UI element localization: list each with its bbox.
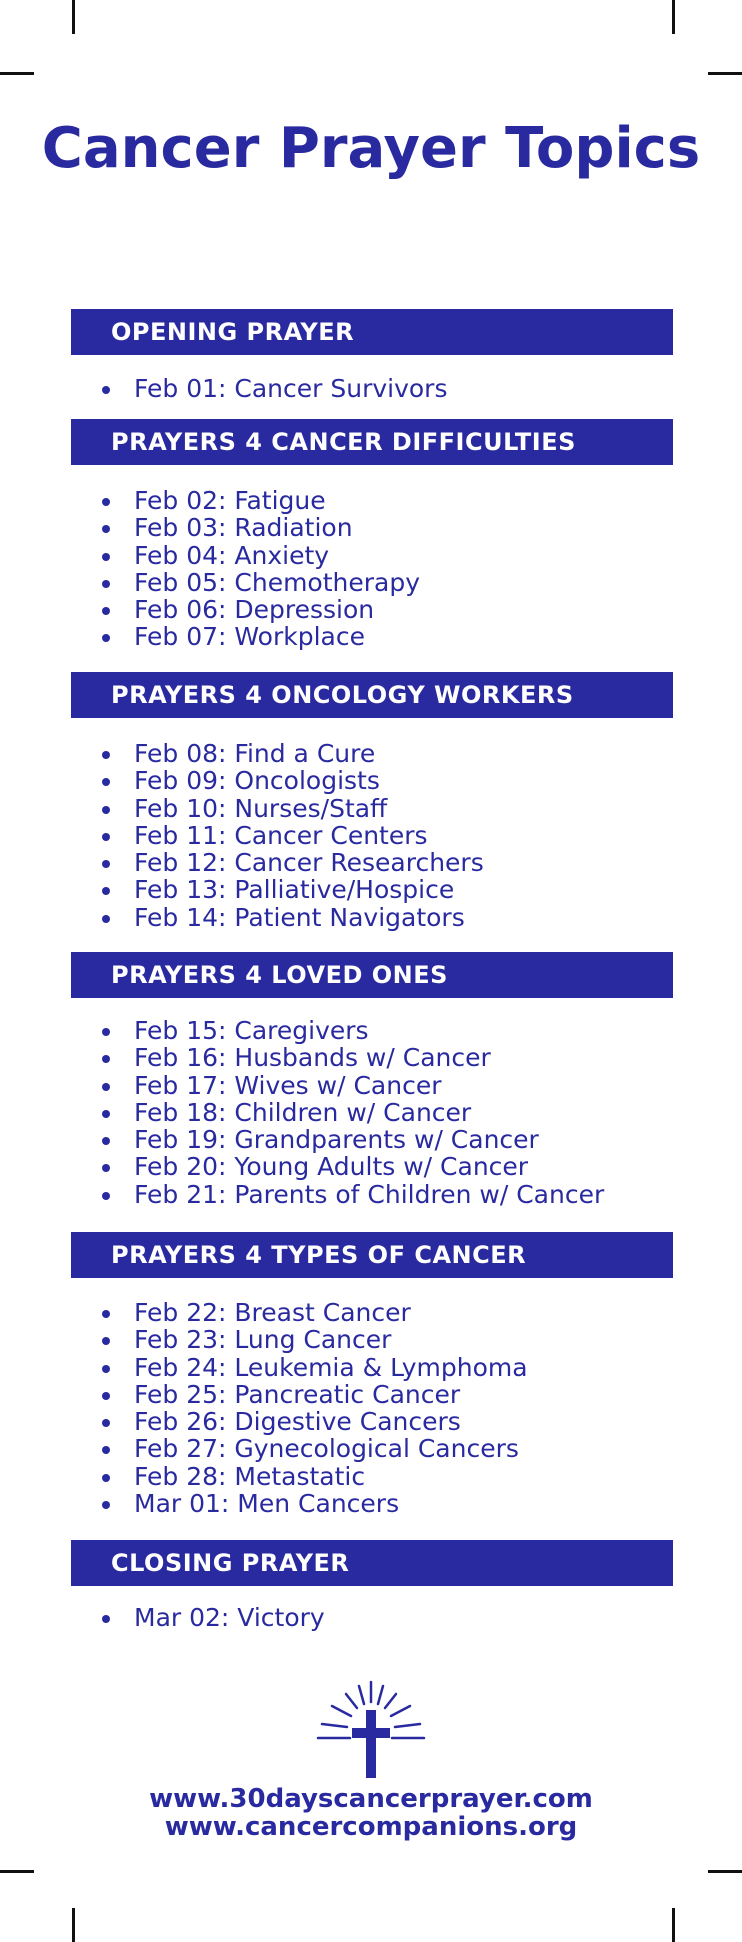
list-item: Feb 01: Cancer Survivors (100, 375, 448, 402)
section-header-oncology-workers: PRAYERS 4 ONCOLOGY WORKERS (71, 672, 673, 718)
list-item: Feb 07: Workplace (100, 623, 420, 650)
crop-mark (0, 72, 34, 75)
page-title (0, 118, 742, 180)
list-item: Feb 13: Palliative/Hospice (100, 876, 484, 903)
list-item: Feb 27: Gynecological Cancers (100, 1435, 528, 1462)
list-item: Feb 17: Wives w/ Cancer (100, 1072, 604, 1099)
list-item: Feb 14: Patient Navigators (100, 904, 484, 931)
website-url-secondary: www.cancercompanions.org (164, 1812, 578, 1842)
list-item: Feb 26: Digestive Cancers (100, 1408, 528, 1435)
list-item: Feb 16: Husbands w/ Cancer (100, 1044, 604, 1071)
list-item: Feb 03: Radiation (100, 514, 420, 541)
list-item: Feb 04: Anxiety (100, 542, 420, 569)
crop-mark (672, 0, 675, 34)
crop-mark (708, 1870, 742, 1873)
list-item: Feb 15: Caregivers (100, 1017, 604, 1044)
section-header-opening-prayer: OPENING PRAYER (71, 309, 673, 355)
list-item: Feb 06: Depression (100, 596, 420, 623)
website-url-primary: www.30dayscancerprayer.com (149, 1784, 593, 1814)
section-header-closing-prayer: CLOSING PRAYER (71, 1540, 673, 1586)
section-list-types-of-cancer (100, 1299, 528, 1517)
cross-with-rays-icon (312, 1680, 430, 1780)
crop-mark (708, 72, 742, 75)
section-list-loved-ones (100, 1017, 604, 1208)
section-list-opening-prayer (100, 375, 448, 402)
section-list-closing-prayer (100, 1604, 325, 1631)
list-item: Feb 08: Find a Cure (100, 740, 484, 767)
list-item: Feb 12: Cancer Researchers (100, 849, 484, 876)
list-item: Mar 02: Victory (100, 1604, 325, 1631)
list-item: Feb 25: Pancreatic Cancer (100, 1381, 528, 1408)
list-item: Feb 21: Parents of Children w/ Cancer (100, 1181, 604, 1208)
section-header-cancer-difficulties: PRAYERS 4 CANCER DIFFICULTIES (71, 419, 673, 465)
section-list-oncology-workers (100, 740, 484, 931)
list-item: Feb 05: Chemotherapy (100, 569, 420, 596)
list-item: Feb 20: Young Adults w/ Cancer (100, 1153, 604, 1180)
list-item: Feb 11: Cancer Centers (100, 822, 484, 849)
list-item: Feb 22: Breast Cancer (100, 1299, 528, 1326)
crop-mark (72, 0, 75, 34)
list-item: Mar 01: Men Cancers (100, 1490, 528, 1517)
crop-mark (72, 1908, 75, 1942)
list-item: Feb 23: Lung Cancer (100, 1326, 528, 1353)
crop-mark (0, 1870, 34, 1873)
list-item: Feb 24: Leukemia & Lymphoma (100, 1354, 528, 1381)
list-item: Feb 18: Children w/ Cancer (100, 1099, 604, 1126)
section-header-types-of-cancer: PRAYERS 4 TYPES OF CANCER (71, 1232, 673, 1278)
section-header-loved-ones: PRAYERS 4 LOVED ONES (71, 952, 673, 998)
page-title-text: Cancer Prayer Topics (41, 116, 701, 181)
list-item: Feb 10: Nurses/Staff (100, 795, 484, 822)
list-item: Feb 19: Grandparents w/ Cancer (100, 1126, 604, 1153)
crop-mark (672, 1908, 675, 1942)
list-item: Feb 09: Oncologists (100, 767, 484, 794)
section-list-cancer-difficulties (100, 487, 420, 651)
list-item: Feb 02: Fatigue (100, 487, 420, 514)
list-item: Feb 28: Metastatic (100, 1463, 528, 1490)
